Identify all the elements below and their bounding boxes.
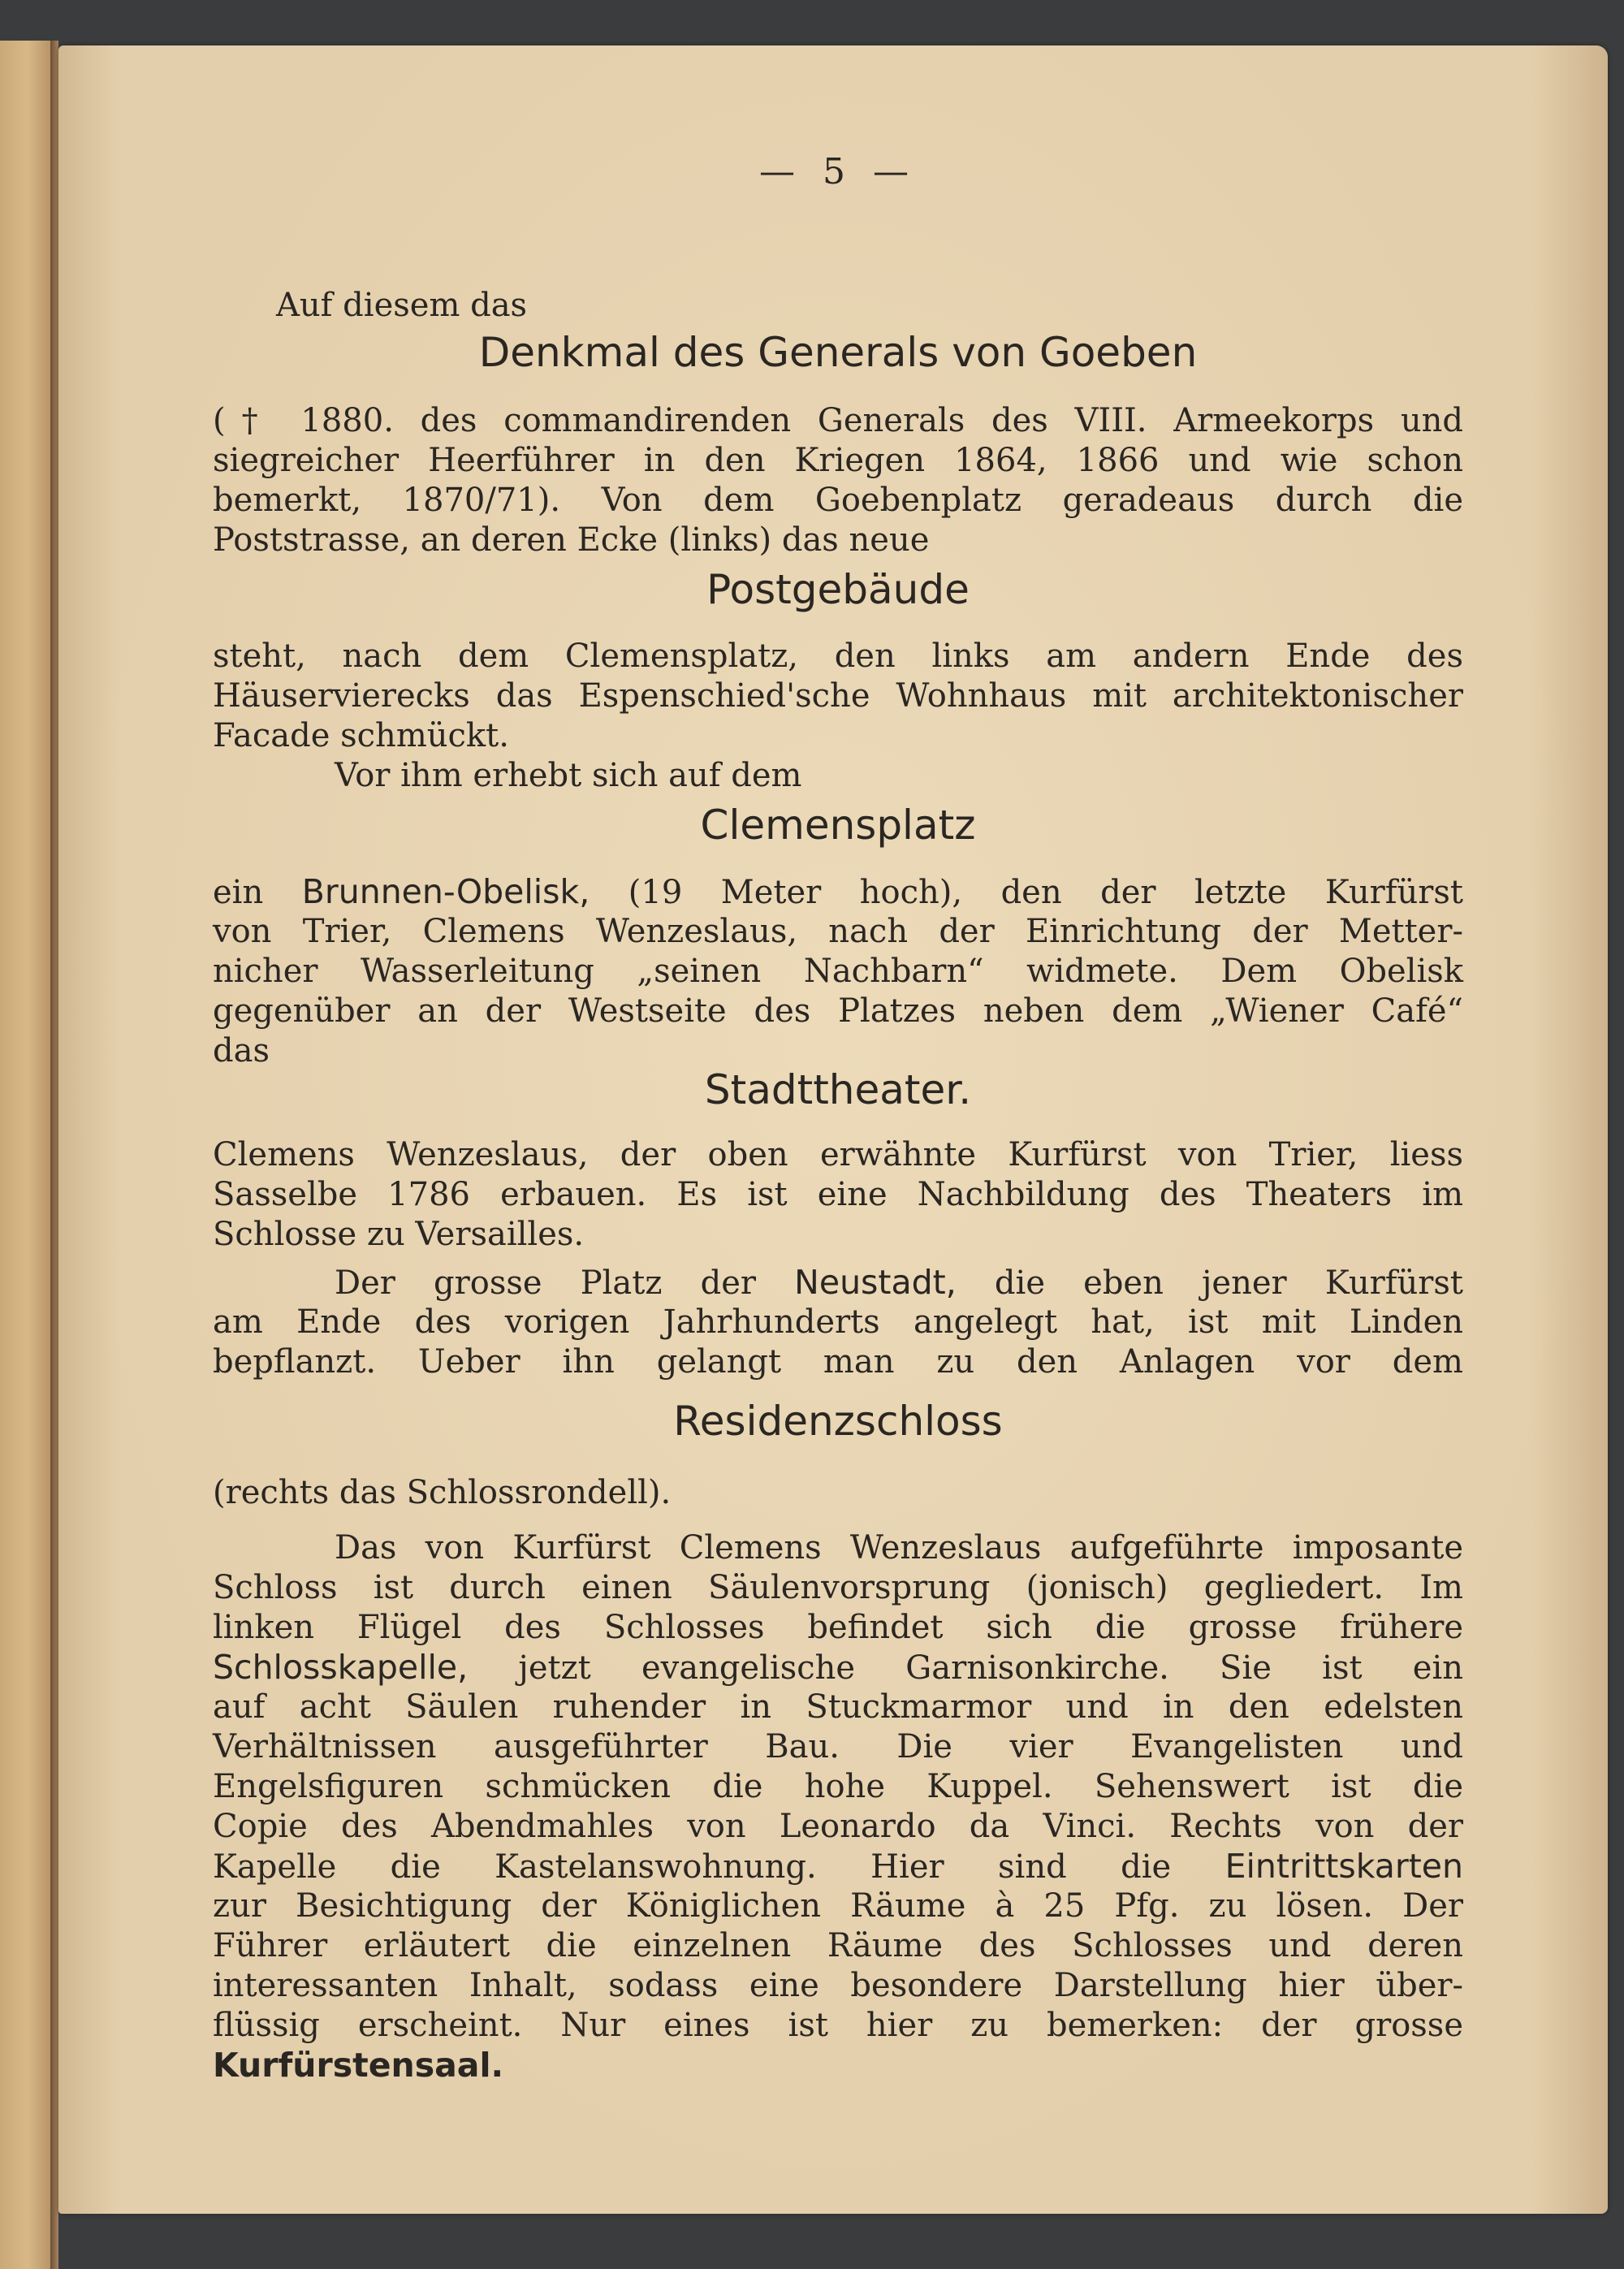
text-line: auf acht Säulen ruhender in Stuckmarmor und in den edelsten — [213, 1688, 1463, 1726]
heading-clemensplatz: Clemensplatz — [700, 802, 976, 849]
text-line: gegenüber an der Westseite des Platzes neben dem „Wiener Café“ — [213, 992, 1463, 1030]
term-brunnen-obelisk: Brunnen-Obelisk, — [301, 872, 590, 911]
text-line-mixed — [213, 1648, 1463, 1688]
book-page — [58, 45, 1608, 2214]
heading-stadttheater: Stadttheater. — [704, 1066, 972, 1113]
text-line: das — [213, 1032, 270, 1070]
text-line: bepflanzt. Ueber ihn gelangt man zu den Anlagen vor dem — [213, 1343, 1463, 1381]
text-line: interessanten Inhalt, sodass eine besondere Darstellung hier über- — [213, 1967, 1463, 2004]
text-line: Clemens Wenzeslaus, der oben erwähnte Kurfürst von Trier, liess — [213, 1136, 1463, 1173]
text-line-mixed — [213, 1263, 1463, 1303]
book-gutter — [50, 41, 58, 2269]
term-eintrittskarten: Eintrittskarten — [1224, 1847, 1463, 1886]
text-line: nicher Wasserleitung „seinen Nachbarn“ widmete. Dem Obelisk — [213, 953, 1463, 990]
text-line: bemerkt, 1870/71). Von dem Goebenplatz geradeaus durch die — [213, 482, 1463, 519]
left-page-edge — [0, 41, 52, 2269]
text-line: steht, nach dem Clemensplatz, den links am andern Ende des — [213, 637, 1463, 675]
text-line: (rechts das Schlossrondell). — [213, 1474, 672, 1511]
text-line: Poststrasse, an deren Ecke (links) das neue — [213, 521, 930, 559]
page-number: — 5 — — [759, 151, 917, 192]
text-line: († 1880. des commandirenden Generals des VIII. Armeekorps und — [213, 402, 1463, 439]
text-line: Das von Kurfürst Clemens Wenzeslaus aufgeführte imposante — [335, 1529, 1463, 1567]
text-line: Vor ihm erhebt sich auf dem — [335, 757, 802, 794]
text-line: Führer erläutert die einzelnen Räume des Schlosses und deren — [213, 1927, 1463, 1964]
text-line: Sasselbe 1786 erbauen. Es ist eine Nachbildung des Theaters im — [213, 1176, 1463, 1213]
text-line: Copie des Abendmahles von Leonardo da Vinci. Rechts von der — [213, 1808, 1463, 1845]
text-line: siegreicher Heerführer in den Kriegen 1864, 1866 und wie schon — [213, 442, 1463, 479]
heading-postgebaeude: Postgebäude — [706, 566, 970, 613]
text-line: Verhältnissen ausgeführter Bau. Die vier Evangelisten und — [213, 1728, 1463, 1765]
term-neustadt: Neustadt, — [794, 1263, 957, 1302]
text-span: jetzt evangelische Garnisonkirche. Sie ist ein — [518, 1649, 1464, 1687]
text-line: am Ende des vorigen Jahrhunderts angelegt hat, ist mit Linden — [213, 1303, 1463, 1341]
text-span: die eben jener Kurfürst — [994, 1264, 1463, 1302]
text-line: Häuservierecks das Espenschied'sche Wohnhaus mit architektonischer — [213, 677, 1463, 715]
term-schlosskapelle: Schlosskapelle, — [213, 1648, 469, 1687]
heading-residenzschloss: Residenzschloss — [673, 1398, 1003, 1445]
text-line-mixed — [213, 872, 1463, 912]
text-line: von Trier, Clemens Wenzeslaus, nach der Einrichtung der Metter- — [213, 913, 1463, 950]
text-line: linken Flügel des Schlosses befindet sich die grosse frühere — [213, 1609, 1463, 1646]
text-span: (19 Meter hoch), den der letzte Kurfürst — [628, 874, 1464, 911]
text-line: flüssig erscheint. Nur eines ist hier zu bemerken: der grosse — [213, 2007, 1463, 2044]
text-line: zur Besichtigung der Königlichen Räume à 25 Pfg. zu lösen. Der — [213, 1887, 1463, 1925]
text-line: Facade schmückt. — [213, 717, 509, 754]
term-kurfuerstensaal: Kurfürstensaal. — [213, 2046, 504, 2085]
text-line-mixed — [213, 2046, 1463, 2085]
text-line: Schlosse zu Versailles. — [213, 1216, 585, 1253]
text-span: ein — [213, 874, 264, 911]
text-span: Der grosse Platz der — [335, 1264, 756, 1302]
heading-denkmal: Denkmal des Generals von Goeben — [478, 329, 1198, 376]
text-line-mixed — [213, 1847, 1463, 1887]
text-span: Kapelle die Kastelanswohnung. Hier sind die — [213, 1848, 1172, 1886]
text-line: Auf diesem das — [276, 287, 528, 324]
text-line: Engelsfiguren schmücken die hohe Kuppel. Sehenswert ist die — [213, 1768, 1463, 1805]
text-line: Schloss ist durch einen Säulenvorsprung (jonisch) gegliedert. Im — [213, 1569, 1463, 1606]
